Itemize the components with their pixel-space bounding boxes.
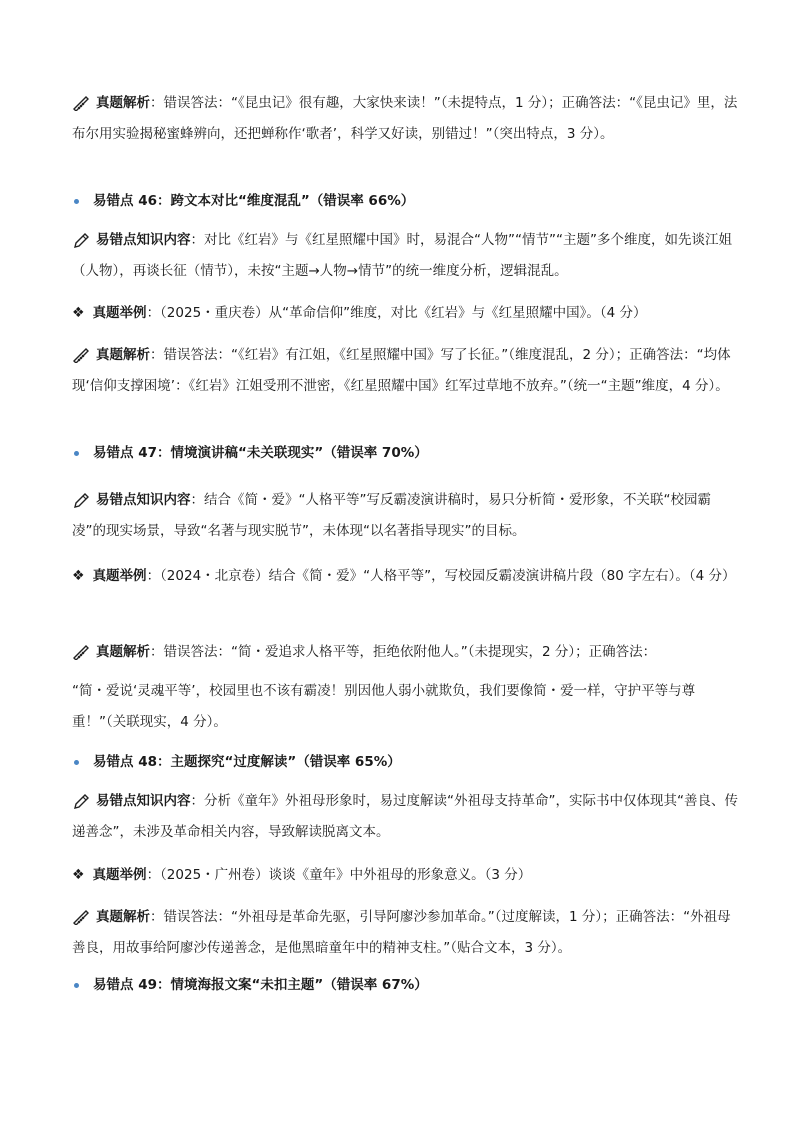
pencil-icon (72, 492, 90, 508)
example-text: ：（2025・广州卷）谈谈《童年》中外祖母的形象意义。（3 分） (146, 867, 532, 883)
pencil-ruler-icon (72, 95, 90, 111)
example-block (72, 298, 742, 329)
diamond-icon: ❖ (72, 867, 85, 883)
pencil-ruler-icon (72, 347, 90, 363)
bullet-icon (74, 199, 79, 204)
example-label: 真题举例 (92, 867, 147, 883)
knowledge-label: 易错点知识内容 (96, 793, 191, 809)
knowledge-text: ：对比《红岩》与《红星照耀中国》时，易混合“人物”“情节”“主题”多个维度，如先谈江姐（人物），再谈长征（情节），未按“主题→人物→情节”的统一维度分析，逻辑混乱。 (72, 232, 732, 279)
pencil-ruler-icon (72, 909, 90, 925)
analysis-block (72, 902, 742, 964)
analysis-text: ：错误答法：“《红岩》有江姐，《红星照耀中国》写了长征。”（维度混乱，2 分）；正确答法：“均体现‘信仰支撑困境’：《红岩》江姐受刑不泄密，《红星照耀中国》红军过草地不放弃。”（统一“主题”维度，4 分）。 (72, 347, 731, 394)
pencil-icon (72, 793, 90, 809)
analysis-label: 真题解析 (96, 95, 150, 111)
analysis-label: 真题解析 (96, 909, 150, 925)
example-text: ：（2025・重庆卷）从“革命信仰”维度，对比《红岩》与《红星照耀中国》。（4 分） (146, 305, 647, 321)
analysis-text: ：错误答法：“《昆虫记》很有趣，大家快来读！”（未提特点，1 分）；正确答法：“《昆虫记》里，法布尔用实验揭秘蜜蜂辨向，还把蝉称作‘歌者’，科学又好读，别错过！”（突出特点，3 分）。 (72, 95, 738, 142)
analysis-block (72, 637, 742, 668)
example-block (72, 561, 742, 592)
knowledge-label: 易错点知识内容 (96, 232, 191, 248)
example-text: ：（2024・北京卷）结合《简・爱》“人格平等”，写校园反霸凌演讲稿片段（80 字左右）。（4 分） (146, 568, 736, 584)
heading-text: 易错点 48：主题探究“过度解读”（错误率 65%） (93, 754, 401, 770)
knowledge-block (72, 485, 742, 547)
heading-text: 易错点 47：情境演讲稿“未关联现实”（错误率 70%） (93, 445, 428, 461)
analysis-text: ：错误答法：“简・爱追求人格平等，拒绝依附他人。”（未提现实，2 分）；正确答法： (150, 644, 657, 660)
analysis-continuation (72, 676, 742, 738)
heading-text: 易错点 46：跨文本对比“维度混乱”（错误率 66%） (93, 193, 415, 209)
heading-text: 易错点 49：情境海报文案“未扣主题”（错误率 67%） (93, 977, 428, 993)
analysis-text: “简・爱说‘灵魂平等’，校园里也不该有霸凌！别因他人弱小就欺负，我们要像简・爱一样，守护平等与尊重！”（关联现实，4 分）。 (72, 683, 696, 730)
analysis-text: ：错误答法：“外祖母是革命先驱，引导阿廖沙参加革命。”（过度解读，1 分）；正确答法：“外祖母善良，用故事给阿廖沙传递善念，是他黑暗童年中的精神支柱。”（贴合文本，3 分）。 (72, 909, 731, 956)
section-heading-48 (72, 752, 742, 772)
bullet-icon (74, 983, 79, 988)
analysis-block (72, 88, 742, 150)
section-heading-46 (72, 191, 742, 211)
diamond-icon: ❖ (72, 305, 85, 321)
knowledge-block (72, 225, 742, 287)
example-label: 真题举例 (92, 568, 147, 584)
pencil-icon (72, 232, 90, 248)
diamond-icon: ❖ (72, 568, 85, 584)
example-label: 真题举例 (92, 305, 147, 321)
knowledge-block (72, 786, 742, 848)
knowledge-text: ：分析《童年》外祖母形象时，易过度解读“外祖母支持革命”，实际书中仅体现其“善良、传递善念”，未涉及革命相关内容，导致解读脱离文本。 (72, 793, 738, 840)
pencil-ruler-icon (72, 644, 90, 660)
analysis-block (72, 340, 742, 402)
knowledge-label: 易错点知识内容 (96, 492, 191, 508)
bullet-icon (74, 451, 79, 456)
knowledge-text: ：结合《简・爱》“人格平等”写反霸凌演讲稿时，易只分析简・爱形象，不关联“校园霸凌”的现实场景，导致“名著与现实脱节”，未体现“以名著指导现实”的目标。 (72, 492, 711, 539)
example-block (72, 860, 742, 891)
analysis-label: 真题解析 (96, 644, 150, 660)
section-heading-49 (72, 975, 742, 995)
analysis-label: 真题解析 (96, 347, 150, 363)
bullet-icon (74, 760, 79, 765)
section-heading-47 (72, 443, 742, 463)
